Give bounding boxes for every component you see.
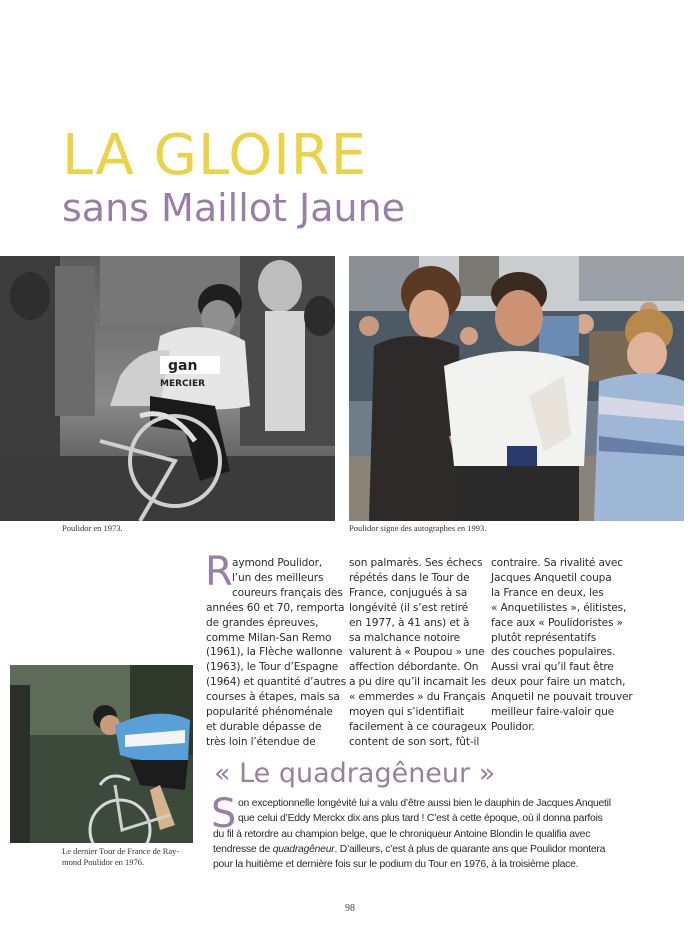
text-line: deux pour faire un match, bbox=[491, 676, 626, 689]
text-line: courses à étapes, mais sa bbox=[206, 691, 340, 704]
text-line: comme Milan-San Remo bbox=[206, 631, 332, 644]
emphasis: quadragêneur bbox=[272, 843, 335, 855]
text-line: l’un des meilleurs bbox=[232, 571, 324, 584]
text-line: Anquetil ne pouvait trouver bbox=[491, 691, 633, 704]
text-line: longévité (il s’est retiré bbox=[349, 601, 468, 614]
text-line: des couches populaires. bbox=[491, 646, 616, 659]
dropcap-r: R bbox=[205, 549, 233, 595]
text-line: moyen qui s’identifiait bbox=[349, 706, 465, 719]
text-line: années 60 et 70, remporta bbox=[206, 601, 345, 614]
jersey-text: gan bbox=[168, 358, 198, 374]
text-line: coureurs français des bbox=[232, 586, 343, 599]
text-line: (1964) et quantité d’autres bbox=[206, 676, 346, 689]
text-line: et durable dépasse de bbox=[206, 720, 322, 733]
photo-caption-small bbox=[62, 846, 179, 868]
text-line: que celui d’Eddy Merckx dix ans plus tard ! C’est à cette époque, où il donna parfois bbox=[238, 813, 603, 825]
page-subtitle: sans Maillot Jaune bbox=[62, 186, 406, 230]
text-line: France, conjugués à sa bbox=[349, 586, 468, 599]
text-line: content de son sort, fût-il bbox=[349, 735, 480, 748]
text-line: valurent à « Poupou » une bbox=[349, 646, 485, 659]
text-line: a pu dire qu’il incarnait les bbox=[349, 676, 486, 689]
text-line: très loin l’étendue de bbox=[206, 735, 316, 748]
article-column-2 bbox=[349, 556, 486, 750]
text-line: répétés dans le Tour de bbox=[349, 571, 470, 584]
text-line: on exceptionnelle longévité lui a valu d’être aussi bien le dauphin de Jacques Anquetil bbox=[238, 798, 611, 809]
text-line: du fil à retordre au champion belge, que le chroniqueur Antoine Blondin le qualifia avec bbox=[213, 828, 591, 840]
text-line: de grandes épreuves, bbox=[206, 616, 319, 629]
text-line: meilleur faire-valoir que bbox=[491, 706, 615, 719]
photo-caption-right: Poulidor signe des autographes en 1993. bbox=[349, 523, 487, 533]
text-line: (1963), le Tour d’Espagne bbox=[206, 661, 339, 674]
text-line: pour la huitième et dernière fois sur le podium du Tour en 1976, à la troisième place. bbox=[213, 859, 579, 871]
text-line: « emmerdes » du Français bbox=[349, 691, 486, 704]
text-line: aymond Poulidor, bbox=[232, 557, 322, 569]
text-line: facilement à ce courageux bbox=[349, 720, 487, 733]
page-title: LA GLOIRE bbox=[62, 123, 368, 188]
photo-poulidor-1976 bbox=[10, 665, 193, 843]
text-line: tendresse de quadragêneur. D’ailleurs, c’est à plus de quarante ans que Poulidor montera bbox=[213, 843, 606, 855]
photo-caption-left: Poulidor en 1973. bbox=[62, 523, 123, 533]
text-line: la France en deux, les bbox=[491, 586, 604, 599]
text-line: « Anquetilistes », élitistes, bbox=[491, 601, 627, 614]
photo-caption-small-line: Le dernier Tour de France de Ray- bbox=[62, 846, 180, 856]
photo-caption-small-line: mond Poulidor en 1976. bbox=[62, 857, 145, 867]
text-line: affection débordante. On bbox=[349, 661, 479, 674]
section-paragraph bbox=[213, 796, 611, 872]
text-line: son palmarès. Ses échecs bbox=[349, 557, 483, 569]
text-line: face aux « Poulidoristes » bbox=[491, 616, 623, 629]
text-line: (1961), la Flèche wallonne bbox=[206, 646, 343, 659]
photo-poulidor-1993 bbox=[349, 256, 684, 521]
photo-poulidor-1973 bbox=[0, 256, 335, 521]
section-heading: « Le quadragêneur » bbox=[214, 758, 496, 789]
article-column-1 bbox=[206, 556, 346, 750]
text-line: sa malchance notoire bbox=[349, 631, 461, 644]
page-number: 98 bbox=[345, 903, 355, 914]
dropcap-s: S bbox=[211, 791, 237, 837]
text-line: plutôt représentatifs bbox=[491, 631, 597, 644]
text-line: en 1977, à 41 ans) et à bbox=[349, 616, 470, 629]
text-line: contraire. Sa rivalité avec bbox=[491, 557, 623, 569]
text-line: popularité phénoménale bbox=[206, 706, 333, 719]
text-line: Aussi vrai qu’il faut être bbox=[491, 661, 614, 674]
text-line: Poulidor. bbox=[491, 720, 535, 733]
text-line: Jacques Anquetil coupa bbox=[491, 571, 612, 584]
article-column-3 bbox=[491, 556, 633, 735]
jersey-text-2: MERCIER bbox=[160, 379, 206, 389]
